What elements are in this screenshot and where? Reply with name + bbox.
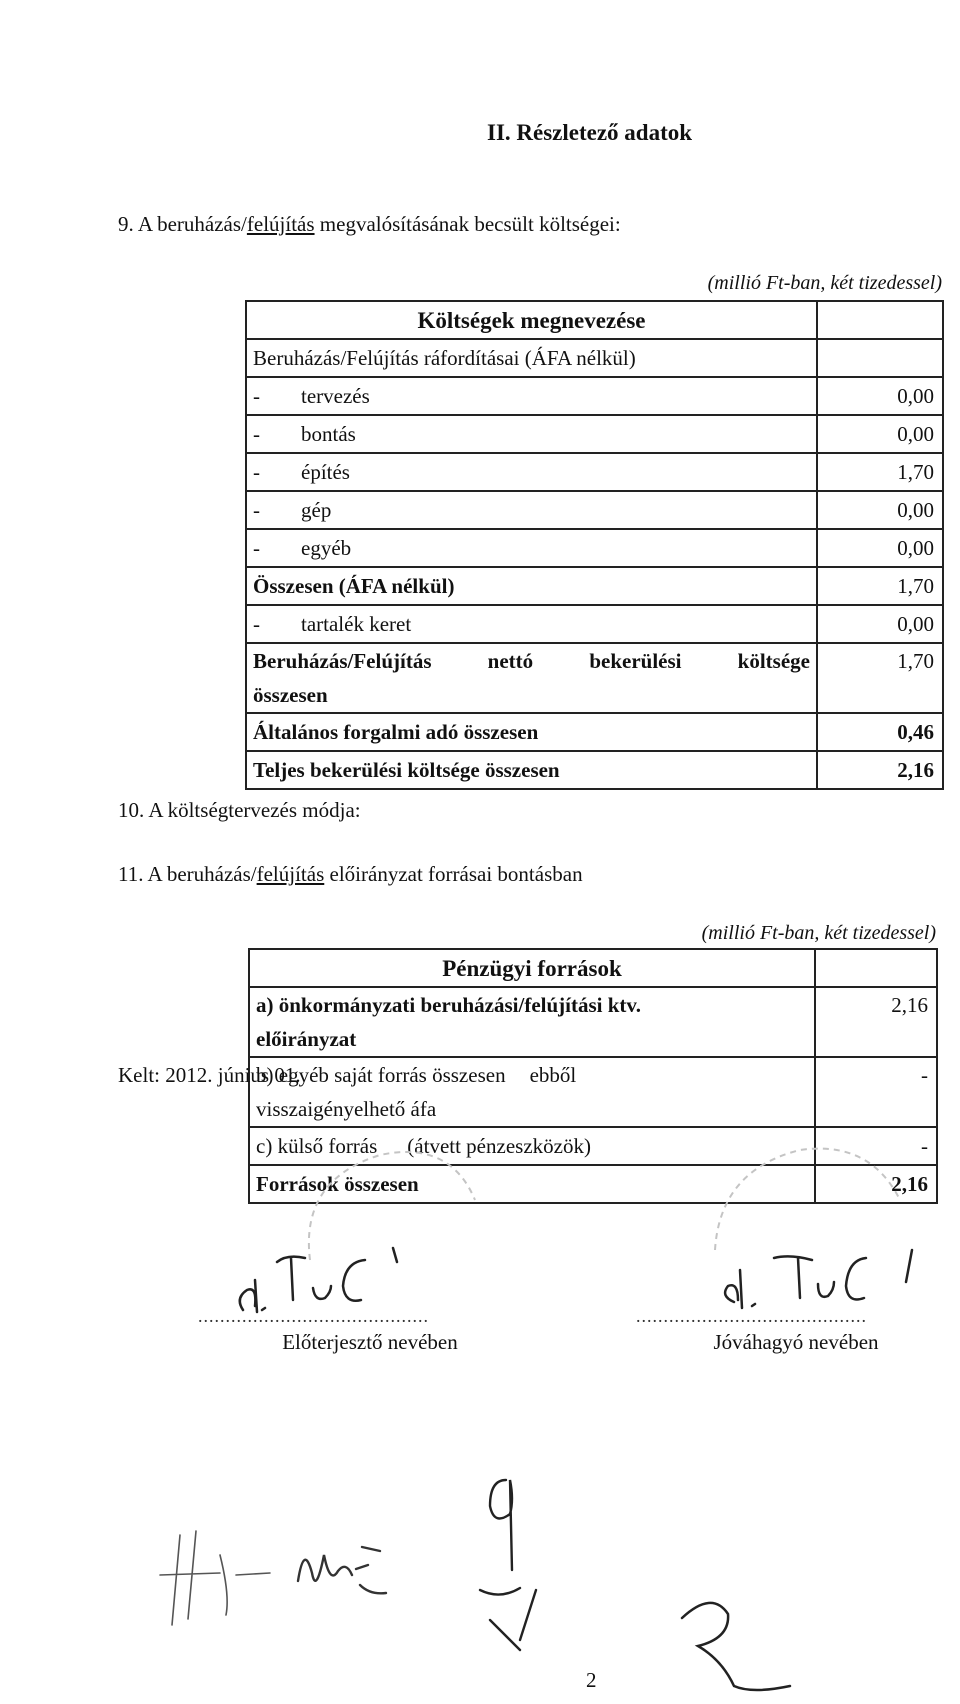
cost-subheader-empty (817, 339, 943, 377)
page-number: 2 (586, 1668, 597, 1692)
initials-3-icon (460, 1440, 570, 1660)
cost-vat-label: Általános forgalmi adó összesen (246, 713, 817, 751)
sources-header: Pénzügyi források (249, 949, 815, 987)
q11-unit-note: (millió Ft-ban, két tizedessel) (701, 922, 936, 944)
cost-net-value: 1,70 (817, 643, 943, 713)
initials-4-icon (672, 1590, 802, 1700)
sources-row-a-label: a) önkormányzati beruházási/felújítási ktv. előirányzat (249, 987, 815, 1057)
cost-subheader-row (246, 339, 943, 377)
cost-item-label: - tervezés (246, 377, 817, 415)
signature-label-right: Jóváhagyó nevében (713, 1330, 879, 1354)
q10-heading: 10. A költségtervezés módja: (118, 798, 361, 822)
sources-total-label: Források összesen (249, 1165, 815, 1203)
sources-header-row (249, 949, 937, 987)
initials-2-icon (290, 1525, 410, 1615)
table-row (246, 491, 943, 529)
cost-table (245, 300, 944, 790)
cost-subheader: Beruházás/Felújítás ráfordításai (ÁFA nélkül) (246, 339, 817, 377)
initials-1-icon (150, 1515, 290, 1635)
q9-number: 9. (118, 212, 134, 236)
signature-line-left: .......................................... (198, 1306, 429, 1326)
cost-subtotal-label: Összesen (ÁFA nélkül) (246, 567, 817, 605)
cost-total-value: 2,16 (817, 751, 943, 789)
cost-total-label: Teljes bekerülési költsége összesen (246, 751, 817, 789)
sources-row-a-value: 2,16 (815, 987, 937, 1057)
cost-header: Költségek megnevezése (246, 301, 817, 339)
cost-item-value: 0,00 (817, 491, 943, 529)
cost-item-value: 0,00 (817, 415, 943, 453)
cost-net-row (246, 643, 943, 713)
q9-heading (118, 212, 621, 237)
signature-line-right: .......................................... (636, 1306, 867, 1326)
issue-date: Kelt: 2012. június 01. (118, 1063, 301, 1087)
sources-row-b-value: - (815, 1057, 937, 1127)
cost-vat-value: 0,46 (817, 713, 943, 751)
cost-item-value: 0,00 (817, 529, 943, 567)
table-row (246, 415, 943, 453)
table-row (249, 1057, 937, 1127)
cost-item-label: - építés (246, 453, 817, 491)
sources-row-b-label: b) egyéb saját forrás összesen ebből visszaigényelhető áfa (249, 1057, 815, 1127)
cost-reserve-value: 0,00 (817, 605, 943, 643)
cost-header-row (246, 301, 943, 339)
cost-net-label: Beruházás/Felújítás nettó bekerülési költsége összesen (246, 643, 817, 713)
table-row (246, 377, 943, 415)
sources-row-c-label: c) külső forrás (átvett pénzeszközök) (249, 1127, 815, 1165)
cost-item-label: - bontás (246, 415, 817, 453)
cost-subtotal-row (246, 567, 943, 605)
q9-text-underlined: felújítás (246, 212, 315, 236)
sources-total-value: 2,16 (815, 1165, 937, 1203)
cost-reserve-label: - tartalék keret (246, 605, 817, 643)
table-row (249, 987, 937, 1057)
cost-vat-row (246, 713, 943, 751)
cost-item-label: - egyéb (246, 529, 817, 567)
q11-text-underlined: felújítás (256, 862, 325, 886)
q9-text-before: A beruházás/ (137, 212, 247, 236)
q11-heading (118, 862, 583, 887)
table-row (246, 529, 943, 567)
cost-reserve-row (246, 605, 943, 643)
section-title: II. Részletező adatok (487, 120, 693, 145)
q9-unit-note: (millió Ft-ban, két tizedessel) (707, 272, 942, 294)
cost-subtotal-value: 1,70 (817, 567, 943, 605)
signature-label-left: Előterjesztő nevében (282, 1330, 458, 1354)
cost-item-value: 1,70 (817, 453, 943, 491)
sources-row-c-value: - (815, 1127, 937, 1165)
q9-text-after: megvalósításának becsült költségei: (314, 212, 621, 236)
cost-item-label: - gép (246, 491, 817, 529)
cost-item-value: 0,00 (817, 377, 943, 415)
q11-text-after: előirányzat forrásai bontásban (324, 862, 583, 886)
sources-header-empty (815, 949, 937, 987)
cost-total-row (246, 751, 943, 789)
q11-text-before: 11. A beruházás/ (118, 862, 257, 886)
table-row (246, 453, 943, 491)
cost-header-empty (817, 301, 943, 339)
